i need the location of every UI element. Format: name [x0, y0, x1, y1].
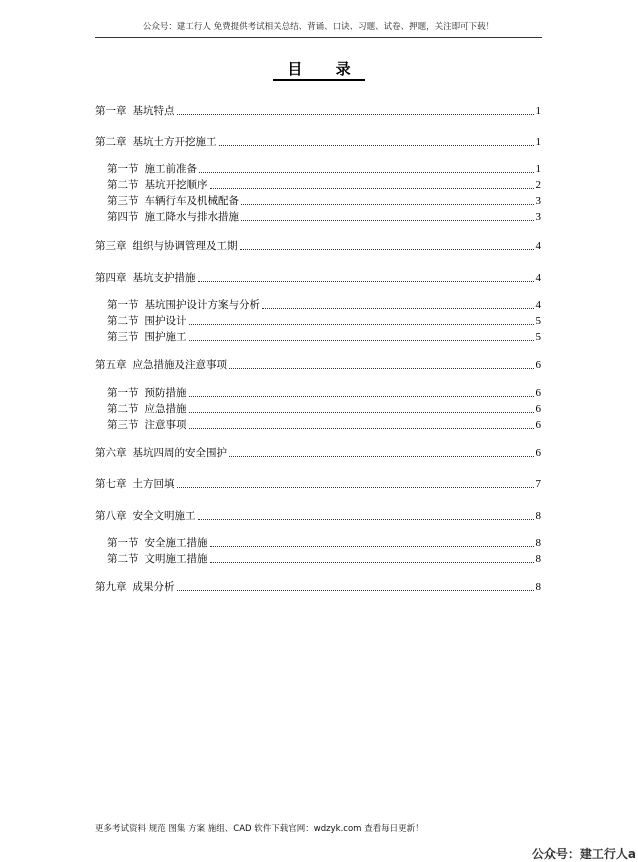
toc-leader-dots	[229, 455, 534, 457]
toc-entry[interactable]	[107, 160, 541, 176]
toc-entry-text: 成果分析	[132, 581, 175, 593]
toc-entry-label	[95, 509, 196, 523]
toc-entry-text: 注意事项	[144, 419, 187, 431]
toc-entry-text: 预防措施	[144, 387, 187, 399]
toc-entry[interactable]	[107, 192, 541, 208]
toc-entry-text: 围护施工	[144, 331, 187, 343]
toc-leader-dots	[210, 187, 534, 189]
toc-page-number: 8	[535, 553, 541, 565]
toc-leader-dots	[198, 518, 534, 520]
toc-entry-label	[95, 446, 227, 460]
toc-entry[interactable]	[95, 102, 541, 118]
toc-entry-number: 第五章	[95, 359, 127, 371]
toc-entry-label	[107, 194, 239, 208]
toc-entry[interactable]	[107, 312, 541, 328]
toc-leader-dots	[210, 561, 534, 563]
toc-entry[interactable]	[95, 444, 541, 460]
toc-leader-dots	[219, 144, 534, 146]
toc-leader-dots	[210, 545, 534, 547]
toc-entry-number: 第九章	[95, 581, 127, 593]
toc-leader-dots	[189, 411, 534, 413]
toc-page-number: 2	[535, 179, 541, 191]
toc-entry-text: 应急措施	[144, 403, 187, 415]
toc-leader-dots	[229, 367, 534, 369]
toc-leader-dots	[189, 395, 534, 397]
toc-entry[interactable]	[107, 328, 541, 344]
toc-entry-number: 第三节	[107, 195, 139, 207]
toc-entry-label	[107, 402, 187, 416]
toc-entry[interactable]	[95, 356, 541, 372]
toc-entry-number: 第一节	[107, 299, 139, 311]
toc-entry-number: 第四节	[107, 211, 139, 223]
toc-leader-dots	[177, 486, 534, 488]
toc-page-number: 8	[535, 537, 541, 549]
toc-entry-number: 第二节	[107, 553, 139, 565]
toc-entry[interactable]	[107, 384, 541, 400]
toc-entry[interactable]	[107, 416, 541, 432]
toc-page-number: 6	[535, 359, 541, 371]
toc-entry[interactable]	[95, 578, 541, 594]
toc-page-number: 5	[535, 331, 541, 343]
toc-leader-dots	[189, 427, 534, 429]
toc-page-number: 4	[535, 299, 541, 311]
toc-entry-label	[107, 162, 197, 176]
toc-leader-dots	[241, 203, 534, 205]
toc-entry-number: 第一节	[107, 387, 139, 399]
toc-page-number: 6	[535, 447, 541, 459]
toc-entry-text: 组织与协调管理及工期	[132, 240, 238, 252]
toc-leader-dots	[262, 307, 534, 309]
toc-entry-text: 应急措施及注意事项	[132, 359, 227, 371]
toc-entry-number: 第三节	[107, 331, 139, 343]
toc-entry-number: 第四章	[95, 272, 127, 284]
toc-entry[interactable]	[95, 237, 541, 253]
toc-entry[interactable]	[95, 269, 541, 285]
toc-entry[interactable]	[107, 296, 541, 312]
header-divider	[95, 37, 542, 38]
toc-entry-label	[107, 330, 187, 344]
toc-entry-text: 安全文明施工	[132, 510, 196, 522]
toc-entry-text: 基坑特点	[132, 105, 175, 117]
toc-entry-text: 基坑土方开挖施工	[132, 136, 217, 148]
toc-page-number: 4	[535, 240, 541, 252]
toc-page-number: 3	[535, 211, 541, 223]
toc-page-number: 8	[535, 510, 541, 522]
toc-entry-label	[95, 580, 175, 594]
page-header: 公众号：建工行人 免费提供考试相关总结、背诵、口诀、习题、试卷、押题，关注即可下载！	[142, 22, 495, 32]
toc-entry-label	[107, 552, 208, 566]
toc-page-number: 6	[535, 387, 541, 399]
toc-leader-dots	[177, 589, 534, 591]
toc-entry-label	[107, 386, 187, 400]
toc-entry-text: 基坑开挖顺序	[144, 179, 208, 191]
toc-entry-label	[95, 239, 238, 253]
toc-entry-number: 第八章	[95, 510, 127, 522]
toc-leader-dots	[177, 113, 534, 115]
toc-page-number: 1	[535, 163, 541, 175]
toc-entry-number: 第一节	[107, 163, 139, 175]
toc-leader-dots	[189, 339, 534, 341]
toc-entry[interactable]	[95, 475, 541, 491]
toc-entry-text: 基坑四周的安全围护	[132, 447, 227, 459]
toc-entry-number: 第六章	[95, 447, 127, 459]
toc-entry-label	[107, 298, 260, 312]
toc-entry-text: 安全施工措施	[144, 537, 208, 549]
toc-entry[interactable]	[107, 208, 541, 224]
toc-entry-text: 基坑围护设计方案与分析	[144, 299, 260, 311]
toc-entry-label	[107, 210, 239, 224]
toc-entry-label	[107, 314, 187, 328]
toc-page-number: 6	[535, 403, 541, 415]
toc-page-number: 7	[535, 478, 541, 490]
toc-entry-number: 第七章	[95, 478, 127, 490]
toc-entry-number: 第一章	[95, 105, 127, 117]
toc-entry-text: 施工降水与排水措施	[144, 211, 239, 223]
toc-page-number: 1	[535, 105, 541, 117]
toc-entry-label	[107, 418, 187, 432]
toc-page-number: 4	[535, 272, 541, 284]
toc-page-number: 5	[535, 315, 541, 327]
toc-entry-number: 第二节	[107, 179, 139, 191]
toc-entry-label	[95, 358, 227, 372]
toc-entry-label	[95, 135, 217, 149]
toc-leader-dots	[241, 219, 534, 221]
toc-entry[interactable]	[95, 507, 541, 523]
toc-entry-number: 第二节	[107, 403, 139, 415]
toc-page-number: 3	[535, 195, 541, 207]
toc-entry-label	[95, 271, 196, 285]
toc-leader-dots	[198, 280, 534, 282]
toc-entry[interactable]	[107, 400, 541, 416]
toc-entry-number: 第二节	[107, 315, 139, 327]
toc-entry-label	[95, 104, 175, 118]
toc-entry-text: 基坑支护措施	[132, 272, 196, 284]
toc-leader-dots	[189, 323, 534, 325]
toc-leader-dots	[199, 171, 534, 173]
toc-entry-label	[107, 536, 208, 550]
toc-entry[interactable]	[95, 133, 541, 149]
toc-page-number: 6	[535, 419, 541, 431]
toc-entry-number: 第一节	[107, 537, 139, 549]
toc-entry-number: 第二章	[95, 136, 127, 148]
toc-entry-text: 围护设计	[144, 315, 187, 327]
toc-page-number: 8	[535, 581, 541, 593]
toc-entry[interactable]	[107, 550, 541, 566]
toc-entry[interactable]	[107, 176, 541, 192]
toc-entry-label	[107, 178, 208, 192]
toc-leader-dots	[240, 248, 534, 250]
page-footer: 更多考试资料 规范 图集 方案 施组、CAD 软件下载官网：wdzyk.com 查看每日更新！	[95, 824, 424, 834]
toc-entry-text: 施工前准备	[144, 163, 197, 175]
toc-entry-text: 土方回填	[132, 478, 175, 490]
toc-title: 目 录	[273, 60, 364, 81]
toc-page-number: 1	[535, 136, 541, 148]
toc-entry-text: 车辆行车及机械配备	[144, 195, 239, 207]
toc-entry-text: 文明施工措施	[144, 553, 208, 565]
toc-title-wrap	[0, 60, 638, 81]
toc-entry-label	[95, 477, 175, 491]
watermark: 公众号：建工行人a	[531, 847, 636, 861]
toc-entry-number: 第三章	[95, 240, 127, 252]
toc-entry-number: 第三节	[107, 419, 139, 431]
toc-entry[interactable]	[107, 534, 541, 550]
